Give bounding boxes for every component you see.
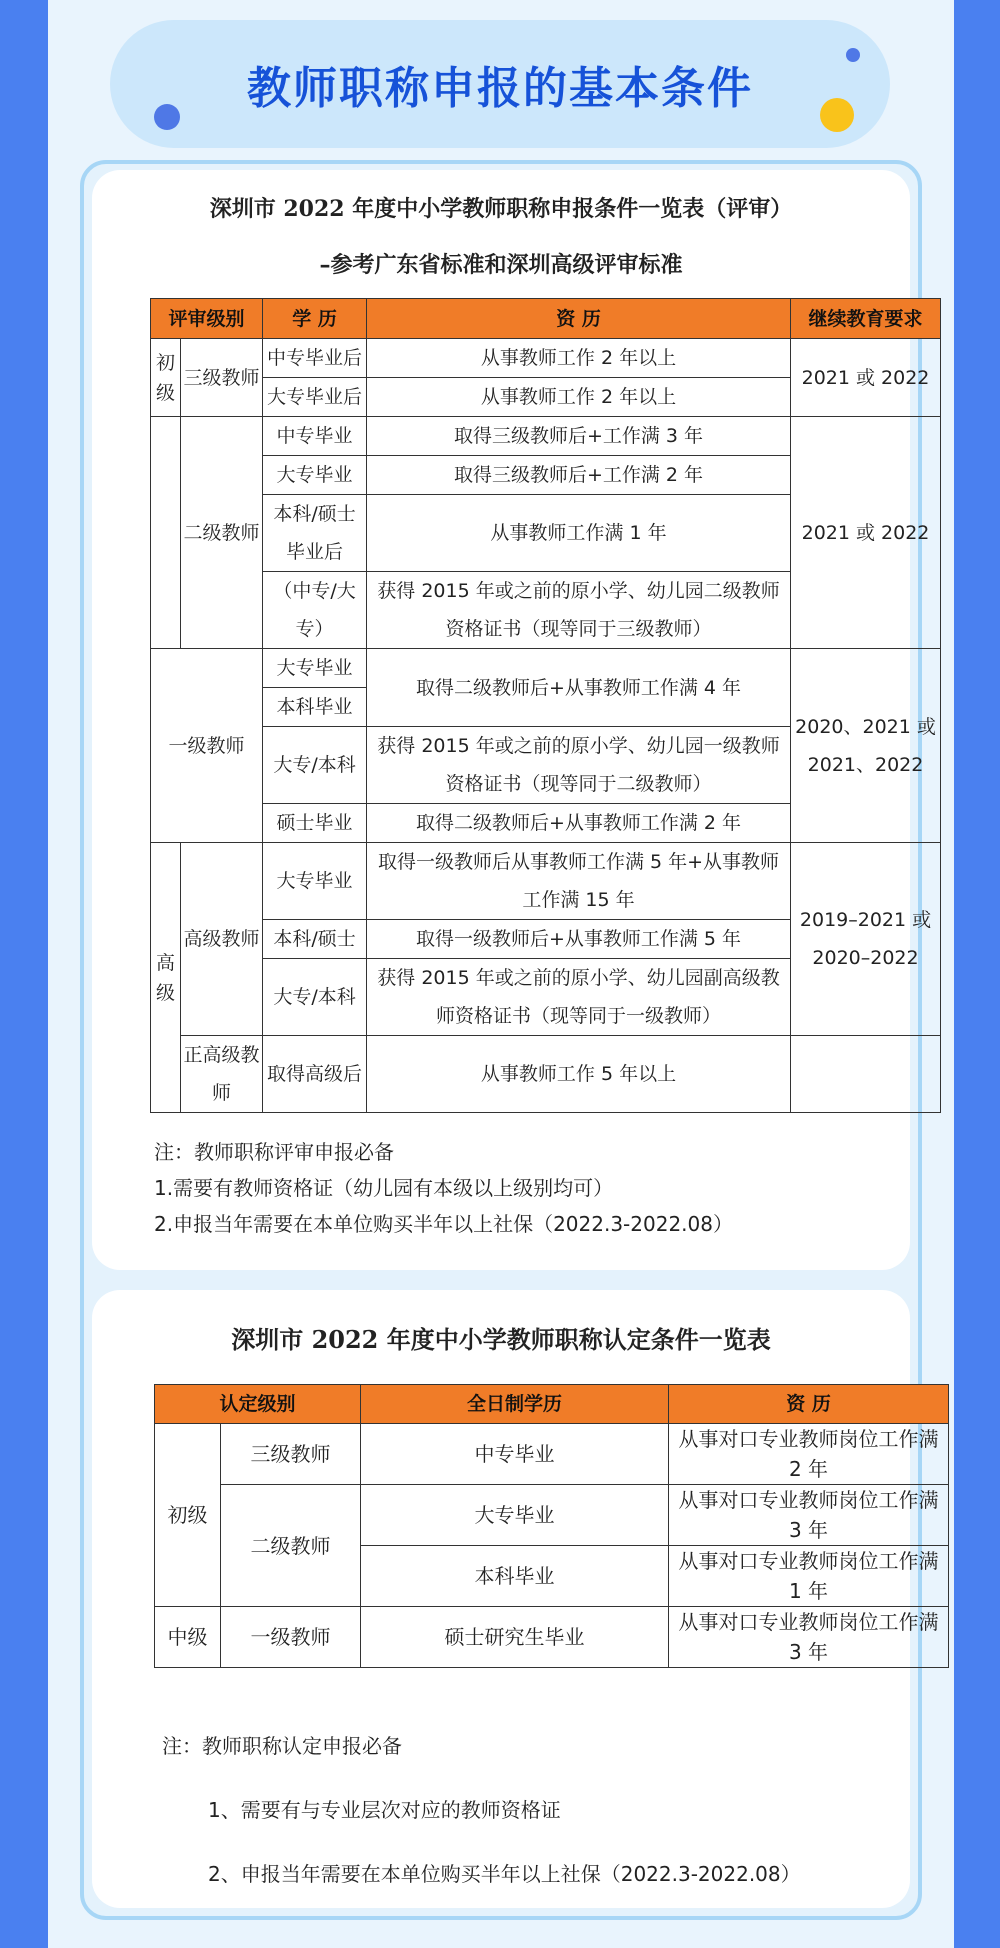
group-cell: 高级 [151,843,181,1113]
exp-cell: 获得 2015 年或之前的原小学、幼儿园副高级教师资格证书（现等同于一级教师） [367,959,791,1036]
header-cell: 资 历 [669,1385,949,1424]
table-row [151,417,941,456]
edu-cell: 本科/硕士毕业后 [263,495,367,572]
level-cell: 二级教师 [181,417,263,649]
group-cell: 初级 [155,1424,221,1607]
level-cell: 三级教师 [181,339,263,417]
exp-cell: 从事教师工作 5 年以上 [367,1036,791,1113]
note-line: 注：教师职称认定申报必备 [162,1734,402,1758]
edu-cell: 中专毕业 [263,417,367,456]
review-card [92,170,936,1270]
header-cell: 继续教育要求 [791,299,941,339]
exp-cell: 从事教师工作 2 年以上 [367,378,791,417]
ce-cell: 2021 或 2022 [791,417,941,649]
group-cell-empty [151,417,181,649]
header-cell: 评审级别 [151,299,263,339]
exp-cell: 获得 2015 年或之前的原小学、幼儿园一级教师资格证书（现等同于二级教师） [367,727,791,804]
exp-cell: 从事对口专业教师岗位工作满 3 年 [669,1485,949,1546]
decor-dot-small [846,48,860,62]
review-heading-1: 深圳市 2022 年度中小学教师职称申报条件一览表（评审） [209,196,793,222]
group-cell: 初级 [151,339,181,417]
review-heading-2: –参考广东省标准和深圳高级评审标准 [319,252,683,278]
level-cell: 一级教师 [151,649,263,843]
certification-card [92,1290,939,1908]
level-cell: 三级教师 [221,1424,361,1485]
ce-cell: 2021 或 2022 [791,339,941,417]
edu-cell: （中专/大专） [263,572,367,649]
table-row [151,649,941,688]
certification-table [154,1384,949,1668]
page-title: 教师职称申报的基本条件 [247,63,753,114]
header-cell: 资 历 [367,299,791,339]
note-line: 1.需要有教师资格证（幼儿园有本级以上级别均可） [154,1176,614,1200]
certification-notes [162,1726,801,1894]
edu-cell: 取得高级后 [263,1036,367,1113]
exp-cell: 取得一级教师后从事教师工作满 5 年+从事教师工作满 15 年 [367,843,791,920]
exp-cell: 从事教师工作满 1 年 [367,495,791,572]
decor-dot-blue [154,104,180,130]
edu-cell: 大专毕业 [263,456,367,495]
edu-cell: 本科/硕士 [263,920,367,959]
right-border [954,0,1000,1948]
exp-cell: 从事对口专业教师岗位工作满 3 年 [669,1607,949,1668]
review-table [150,298,941,1113]
table-row [151,843,941,920]
edu-cell: 硕士毕业 [263,804,367,843]
header-cell: 学 历 [263,299,367,339]
edu-cell: 本科毕业 [361,1546,669,1607]
ce-cell: 2020、2021 或 2021、2022 [791,649,941,843]
header-cell: 认定级别 [155,1385,361,1424]
group-cell: 中级 [155,1607,221,1668]
edu-cell: 大专/本科 [263,727,367,804]
note-line: 2.申报当年需要在本单位购买半年以上社保（2022.3-2022.08） [154,1212,733,1236]
level-cell: 二级教师 [221,1485,361,1607]
exp-cell: 取得二级教师后+从事教师工作满 4 年 [367,649,791,727]
table-header-row [151,299,941,339]
note-line: 2、申报当年需要在本单位购买半年以上社保（2022.3-2022.08） [208,1862,801,1886]
edu-cell: 大专毕业后 [263,378,367,417]
exp-cell: 取得一级教师后+从事教师工作满 5 年 [367,920,791,959]
edu-cell: 大专/本科 [263,959,367,1036]
level-cell: 正高级教师 [181,1036,263,1113]
left-border [0,0,48,1948]
level-cell: 高级教师 [181,843,263,1036]
ce-cell: 2019–2021 或 2020–2022 [791,843,941,1036]
edu-cell: 中专毕业后 [263,339,367,378]
edu-cell: 大专毕业 [263,843,367,920]
level-cell: 一级教师 [221,1607,361,1668]
table-row [155,1485,949,1546]
certification-heading: 深圳市 2022 年度中小学教师职称认定条件一览表 [231,1325,771,1354]
page [48,0,954,1948]
edu-cell: 大专毕业 [263,649,367,688]
table-row [151,339,941,378]
edu-cell: 中专毕业 [361,1424,669,1485]
note-line: 1、需要有与专业层次对应的教师资格证 [208,1798,561,1822]
edu-cell: 硕士研究生毕业 [361,1607,669,1668]
title-banner [110,20,890,148]
ce-cell-empty [791,1036,941,1113]
exp-cell: 取得二级教师后+从事教师工作满 2 年 [367,804,791,843]
table-row [151,1036,941,1113]
header-cell: 全日制学历 [361,1385,669,1424]
exp-cell: 获得 2015 年或之前的原小学、幼儿园二级教师资格证书（现等同于三级教师） [367,572,791,649]
table-row [155,1607,949,1668]
exp-cell: 取得三级教师后+工作满 2 年 [367,456,791,495]
table-row [155,1424,949,1485]
edu-cell: 本科毕业 [263,688,367,727]
table-header-row [155,1385,949,1424]
exp-cell: 从事教师工作 2 年以上 [367,339,791,378]
exp-cell: 从事对口专业教师岗位工作满 2 年 [669,1424,949,1485]
exp-cell: 取得三级教师后+工作满 3 年 [367,417,791,456]
review-notes [154,1134,733,1242]
decor-dot-yellow [820,98,854,132]
exp-cell: 从事对口专业教师岗位工作满 1 年 [669,1546,949,1607]
edu-cell: 大专毕业 [361,1485,669,1546]
note-line: 注：教师职称评审申报必备 [154,1140,394,1164]
